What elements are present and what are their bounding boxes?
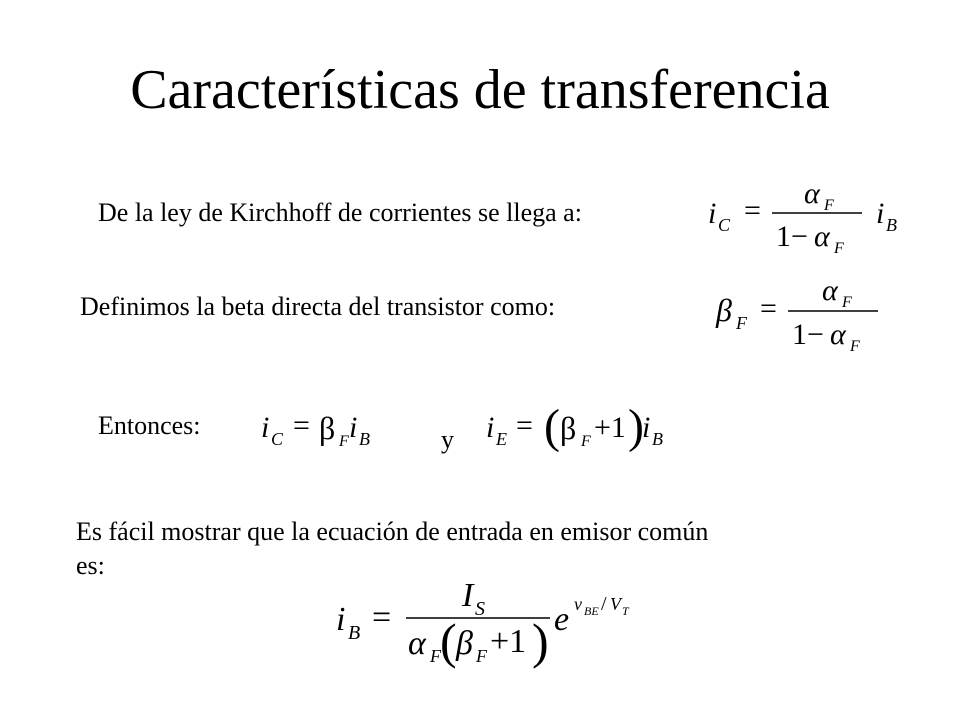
ie-formula bbox=[480, 400, 670, 456]
formula-right-paren: ) bbox=[532, 613, 549, 669]
formula-exp-vt-sub: T bbox=[622, 604, 629, 618]
formula-ie-sub: E bbox=[496, 429, 507, 449]
formula-left-paren: ( bbox=[440, 613, 457, 669]
formula-plus-one: +1 bbox=[594, 411, 626, 444]
formula-equals: = bbox=[372, 599, 392, 636]
formula-ic-i: i bbox=[708, 197, 717, 230]
ic-beta-formula bbox=[255, 403, 385, 453]
formula-equals: = bbox=[760, 292, 777, 325]
formula-plus-one: +1 bbox=[490, 623, 527, 660]
formula-alpha: α bbox=[804, 177, 820, 210]
entonces-label: Entonces: bbox=[98, 411, 201, 440]
formula-ib-sub: B bbox=[886, 215, 897, 235]
formula-ib-sub: B bbox=[359, 429, 370, 449]
ic-alpha-formula bbox=[700, 176, 910, 256]
formula-alpha-den: α bbox=[814, 220, 830, 253]
formula-beta: β bbox=[319, 410, 336, 446]
formula-ie-i: i bbox=[486, 411, 495, 444]
slide-title: Características de transferencia bbox=[130, 59, 830, 121]
beta-definition-statement: Definimos la beta directa del transistor como: bbox=[80, 292, 556, 321]
formula-beta-sub: F bbox=[339, 433, 349, 450]
formula-one-minus: 1− bbox=[792, 318, 824, 351]
formula-alpha: α bbox=[822, 274, 838, 307]
formula-beta-sub: F bbox=[736, 313, 747, 333]
formula-alpha-sub: F bbox=[430, 646, 441, 666]
formula-alpha-sub: F bbox=[842, 294, 852, 311]
formula-ib-i: i bbox=[349, 411, 358, 444]
kirchhoff-statement: De la ley de Kirchhoff de corrientes se llega a: bbox=[98, 198, 582, 227]
formula-ic-sub: C bbox=[718, 215, 731, 235]
formula-beta-sub: F bbox=[581, 433, 591, 450]
formula-exp-slash: / bbox=[601, 593, 607, 615]
formula-beta: β bbox=[456, 625, 473, 662]
formula-ib-i: i bbox=[876, 197, 885, 230]
paragraph-line-1: Es fácil mostrar que la ecuación de entrada en emisor común bbox=[76, 517, 709, 546]
formula-ib-i: i bbox=[336, 601, 346, 638]
formula-exp-v-sub: BE bbox=[584, 604, 599, 618]
formula-exp-e: e bbox=[554, 601, 570, 638]
formula-ib-i: i bbox=[642, 411, 651, 444]
formula-right-paren: ) bbox=[628, 400, 644, 453]
beta-formula bbox=[710, 272, 890, 354]
formula-ic-i: i bbox=[261, 411, 270, 444]
formula-left-paren: ( bbox=[544, 400, 560, 453]
formula-alpha-den: α bbox=[830, 318, 846, 351]
formula-beta: β bbox=[716, 292, 732, 328]
y-conjunction: y bbox=[441, 425, 454, 454]
ib-input-equation bbox=[328, 570, 658, 670]
formula-equals: = bbox=[293, 409, 310, 442]
formula-ib-sub: B bbox=[652, 429, 663, 449]
formula-alpha-den-sub: F bbox=[834, 240, 844, 257]
paragraph-line-2: es: bbox=[76, 551, 105, 580]
formula-ic-sub: C bbox=[271, 429, 284, 449]
formula-alpha-den-sub: F bbox=[850, 338, 860, 355]
formula-alpha-sub: F bbox=[824, 197, 834, 214]
formula-equals: = bbox=[744, 194, 761, 227]
formula-equals: = bbox=[516, 409, 533, 442]
formula-is-sub: S bbox=[475, 598, 485, 620]
formula-one-minus: 1− bbox=[776, 220, 808, 253]
formula-is: I bbox=[462, 577, 474, 614]
formula-alpha: α bbox=[408, 625, 426, 662]
formula-exp-vt: V bbox=[610, 594, 621, 614]
formula-beta: β bbox=[560, 410, 577, 446]
formula-exp-v: v bbox=[574, 594, 582, 614]
formula-beta-sub: F bbox=[476, 646, 487, 666]
formula-ib-sub: B bbox=[348, 622, 361, 644]
